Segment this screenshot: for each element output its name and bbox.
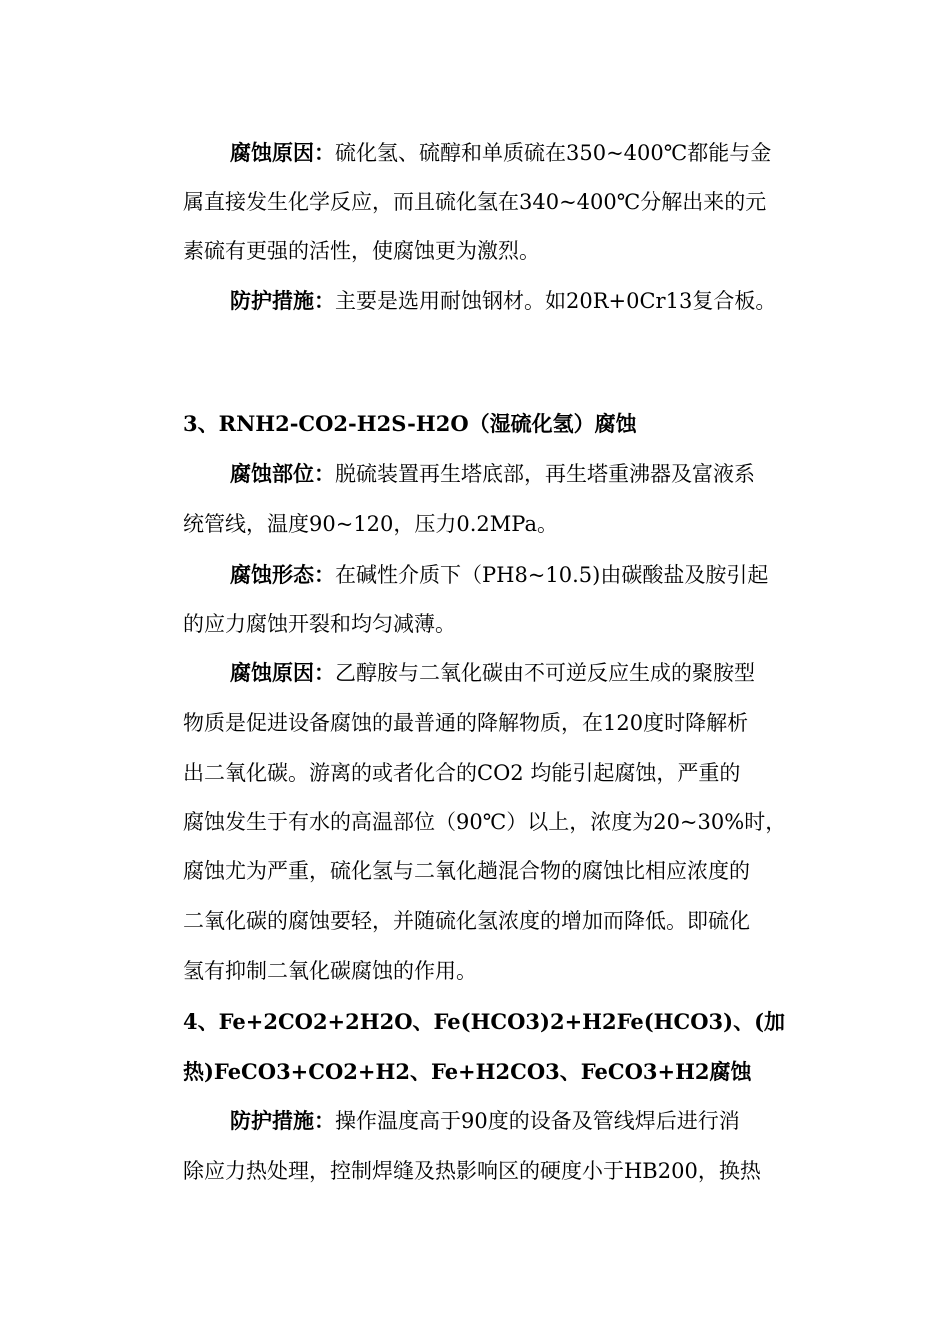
- top-cause-line-1: [230, 138, 771, 168]
- s3-form-label: 腐蚀形态：: [230, 562, 335, 587]
- s3-location-label: 腐蚀部位：: [230, 461, 335, 486]
- s3-cause-text: 乙醇胺与二氧化碳由不可逆反应生成的聚胺型: [335, 661, 755, 685]
- s3-location-text: 脱硫装置再生塔底部，再生塔重沸器及富液系: [335, 462, 755, 486]
- s4-protect-text: 操作温度高于90度的设备及管线焊后进行消: [335, 1109, 740, 1133]
- s3-cause-line-2: 物质是促进设备腐蚀的最普通的降解物质，在120度时降解析: [183, 711, 749, 735]
- s3-cause-line-5: 腐蚀尤为严重，硫化氢与二氧化趟混合物的腐蚀比相应浓度的: [183, 859, 750, 883]
- top-cause-label: 腐蚀原因：: [230, 140, 335, 165]
- top-cause-line-3: 素硫有更强的活性，使腐蚀更为激烈。: [183, 239, 540, 263]
- top-cause-text: 硫化氢、硫醇和单质硫在350~400℃都能与金: [335, 141, 772, 165]
- top-protect-label: 防护措施：: [230, 288, 335, 313]
- s3-cause-line-4: 腐蚀发生于有水的高温部位（90℃）以上，浓度为20~30%时，: [183, 810, 787, 834]
- s3-form-line-1: [230, 560, 768, 590]
- top-protect-line: [230, 286, 776, 316]
- s3-cause-line-6: 二氧化碳的腐蚀要轻，并随硫化氢浓度的增加而降低。即硫化: [183, 909, 750, 933]
- s3-form-text: 在碱性介质下（PH8~10.5)由碳酸盐及胺引起: [335, 563, 769, 587]
- section-4-heading-line-2: 热)FeCO3+CO2+H2、Fe+H2CO3、FeCO3+H2腐蚀: [183, 1059, 752, 1084]
- s4-protect-line-1: [230, 1106, 740, 1136]
- s4-protect-label: 防护措施：: [230, 1108, 335, 1133]
- s3-cause-line-7: 氢有抑制二氧化碳腐蚀的作用。: [183, 959, 477, 983]
- section-4-heading-line-1: 4、Fe+2CO2+2H2O、Fe(HCO3)2+H2Fe(HCO3)、(加: [183, 1009, 786, 1034]
- top-cause-line-2: 属直接发生化学反应，而且硫化氢在340~400℃分解出来的元: [183, 190, 767, 214]
- top-protect-text: 主要是选用耐蚀钢材。如20R+0Cr13复合板。: [335, 289, 777, 313]
- s3-form-line-2: 的应力腐蚀开裂和均匀减薄。: [183, 612, 456, 636]
- section-3-heading: 3、RNH2-CO2-H2S-H2O（湿硫化氢）腐蚀: [183, 411, 637, 436]
- s3-cause-line-1: [230, 658, 755, 688]
- s3-location-line-1: [230, 459, 755, 489]
- s4-protect-line-2: 除应力热处理，控制焊缝及热影响区的硬度小于HB200，换热: [183, 1159, 761, 1183]
- s3-location-line-2: 统管线，温度90~120，压力0.2MPa。: [183, 512, 559, 536]
- s3-cause-label: 腐蚀原因：: [230, 660, 335, 685]
- s3-cause-line-3: 出二氧化碳。游离的或者化合的CO2 均能引起腐蚀，严重的: [183, 761, 741, 785]
